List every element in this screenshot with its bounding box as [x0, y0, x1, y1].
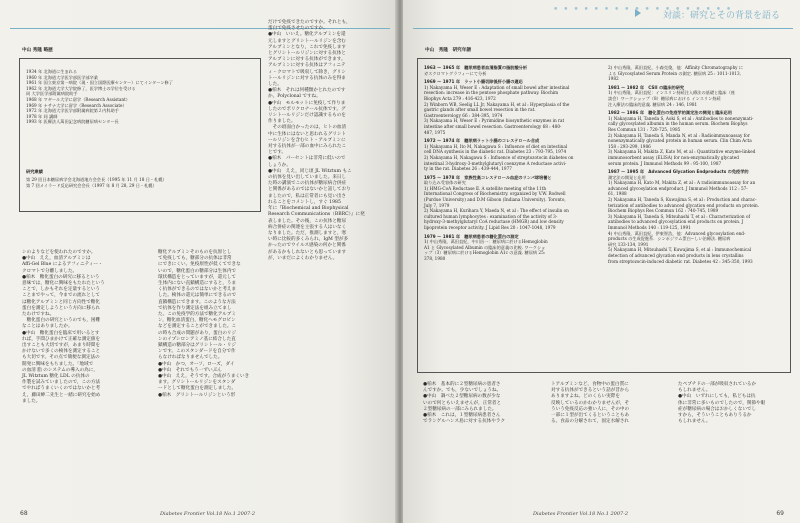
- text-line: ●柏木 これは，１型糖尿病患者さん: [423, 413, 501, 419]
- reference-line: Biochem Biophys Res Commun 162 : 740-745, 1989: [608, 208, 719, 214]
- reference-line: 1) Nakayama H, Taneda S, Aoki S, et al : Antibodies to nonenzymati-: [608, 115, 754, 121]
- text-line: た。この免疫学的方法で糖化アルブミ: [158, 312, 236, 318]
- text-line: ィ・クロマトで吸収して除き，グリシ: [268, 69, 346, 75]
- reference-line: immunosorbent assay (ELISA) for non-enzymatically glycated: [608, 154, 739, 160]
- text-line: ういう免疫反応の強い人に，その中の: [551, 406, 630, 412]
- reference-line: 2) Nakayama H, Taneda S, Manda N, et al : Radioimmunoassay for: [608, 132, 750, 138]
- text-line: とです。: [268, 150, 287, 156]
- reference-line: ガスクロマトグラフィーにて分析: [424, 70, 487, 76]
- text-line: る。食品の分解されて，固定水解され: [551, 419, 630, 425]
- reference-line: 4) 中山秀隆，萬田直紀，伊東智浩，他：Advanced glycosylation end-: [608, 230, 746, 236]
- reference-line: 5) Nakayama H, Mitsuhashi T, Kuwajima S, et al : Immunochemical: [608, 247, 752, 253]
- text-line: れることをコメントし，すぐ 1985: [268, 199, 341, 205]
- reference-line: 3) Nakayama H, Weser E : Pyrimidine biosynthetic enzymes in rat: [424, 118, 565, 124]
- reference-line: 2) Nakayama H, Taneda S, Kuwajima S, et al : Production and charac-: [608, 197, 757, 203]
- text-line: は糖化アルブミンと同じ方向性で糖化: [22, 299, 100, 305]
- chronology-entry: [608, 85, 759, 107]
- text-line: 同 大学医学部附属病院助手: [26, 91, 78, 97]
- text-line: でやればうまくいくのではないかと考: [22, 386, 101, 392]
- chronology-period-heading: 1982 〜 1986 年 糖化蛋白の免疫学的測定法の開発と臨床応用: [608, 110, 732, 116]
- reference-line: intestine after small bowel resection. Gastroenterology 68 : 480-: [424, 123, 562, 129]
- reference-line: 2) 中山秀隆，萬田直紀，小森克俊，他：Affinity Chromatography に: [608, 65, 744, 70]
- text-line: かったのでウイルス感染の何かと関係: [268, 243, 346, 249]
- chronology-entry: [608, 110, 759, 166]
- text-line: ●中山 ええ，そうです。合成がうまくいき: [158, 374, 250, 380]
- chronology-entry: [608, 65, 759, 82]
- text-line: 蛋白で免疫させたのですか。: [268, 26, 328, 32]
- text-line: の血清 脂 のシステムの導入の為に，: [22, 367, 98, 373]
- text-line: 反映しているのかわかりませんが，そ: [551, 400, 630, 406]
- text-line: の抗体を見い出していました。来日し: [268, 175, 347, 181]
- text-line: ●中山 糖化蛋白を臨床で用いるとす: [22, 330, 100, 336]
- text-line: で抗体を作り測定法を組み立てまし: [158, 305, 232, 311]
- text-line: ことまでやって，今までの流れとして: [22, 293, 101, 299]
- awards-title: 研究業績: [26, 169, 43, 174]
- text-line: 意味では，糖化に興味をもたれたという: [22, 281, 105, 287]
- text-line: ２型糖尿病の一部にみられました。: [423, 406, 497, 412]
- text-line: 表しました。その後，この抗体と糖尿: [268, 218, 347, 224]
- chronology-period-heading: 1963 〜 1965 年 糖尿病患者血清脂質の脂肪酸分析: [424, 65, 528, 70]
- text-line: ンのイプシロンアミノ基に結合した直: [158, 336, 236, 342]
- text-line: ●中山 かつ，オーソ，ローズ，ダイ: [158, 361, 235, 367]
- text-line: 1961 年 国立東京第一病院（現・国立国際医療センター）にてインターン修了: [26, 80, 173, 86]
- text-line: ン，糖化血清蛋白，糖化ヘモグロビン: [158, 318, 236, 324]
- chronology-entry: [424, 65, 573, 76]
- chronology-period-heading: 1987 〜 1995 年 Advanced Glycation Endproducts の免疫学的: [608, 169, 749, 175]
- reference-line: products の生成促進系．シンポジウム蛋白−しい治療法. 糖尿病: [608, 236, 731, 242]
- text-line: 1978 年 同 講師: [26, 113, 58, 119]
- bio-box: [19, 58, 261, 212]
- text-line: トアルブミンなど，食物中の蛋白質に: [551, 382, 629, 387]
- reference-line: gastric glands after small bowel resection in the rat.: [424, 107, 536, 113]
- text-line: て免疫しても，糖部分の抗体は非常: [158, 256, 232, 262]
- reference-line: advanced glycosylation endproduct. J Immunol Methods 112 : 57-: [608, 185, 748, 191]
- text-line: ●中山 モルモットに免疫して作りま: [268, 100, 346, 106]
- reference-line: 注入療法の臨床的意義. 糖尿病 24 : 146, 1981: [608, 101, 698, 107]
- text-line: とグリシトールリジンに対する抗体と: [268, 51, 346, 57]
- text-line: 1968 年 マギール大学に留学（Research Assistant）: [26, 96, 130, 102]
- reference-line: よる Glycosylated Serum Protein の測定. 糖尿病 25 : 1011-1013,: [608, 70, 741, 76]
- reference-line: (Purdue University) and D.M Gibson (Indiana University). Toronto,: [424, 197, 566, 203]
- bio-list: [26, 69, 173, 125]
- text-line: 中に生体にはないと思われるグリシト: [268, 131, 347, 137]
- text-line: 一部に１型が出てくるということもあ: [551, 413, 630, 419]
- reference-line: cultured human lymphocytes : examination of the activity of 3-: [424, 213, 558, 219]
- text-line: アルブミンに対する抗体ができます。: [268, 57, 346, 63]
- text-line: が，いまだによくわかりません。: [268, 255, 338, 261]
- text-line: ●柏木 糖化蛋白の研究に移るという: [22, 274, 100, 280]
- text-line: 糖化アルブミンそのものを抗原とし: [158, 250, 232, 255]
- text-line: もしれません。: [678, 419, 711, 425]
- bio-title: 中山 秀隆 略歴: [22, 48, 53, 53]
- text-line: ンです。このスタンダードを自分で作: [158, 349, 236, 355]
- text-line: 第 7 回メイラード反応研究会会長（1997 年 8 月 28, 29 日・札幌）: [26, 182, 157, 188]
- right-column-1: [423, 382, 505, 425]
- chronology-left-column: [424, 65, 573, 265]
- chronology-entry: [424, 138, 573, 172]
- text-line: も大切です。その点で簡便な測定法の: [22, 355, 100, 361]
- header-rule-right: [413, 28, 793, 29]
- reference-line: 談会）ワークショップ（8）糖尿病における インスリン持続: [608, 95, 721, 101]
- chronology-entry: [424, 234, 573, 262]
- text-line: もしれません。: [678, 388, 711, 394]
- text-line: なりました。ただ，推測しますと，寒: [268, 230, 347, 236]
- text-line: ●中山 調べた２型糖尿病の数が少な: [423, 394, 501, 400]
- chronology-period-heading: 1969 〜 1971 年 ラット小腸切除後肝小腸の適応: [424, 79, 523, 85]
- right-column-3: [678, 382, 765, 425]
- section-arrow-icon: [635, 9, 641, 17]
- reference-line: 1) HMG-CoA Reductase Ⅱ. A satellite meeting of the 11th: [424, 185, 547, 191]
- text-line: ●柏木 グリシトールリジンという形: [158, 392, 236, 398]
- text-line: Research Communications（BBRC）』に発: [268, 212, 365, 218]
- reference-line: antibodies to advanced glycosylation end products on protein. J: [608, 219, 744, 225]
- reference-line: International Congress of Biochemistry. organized by V.W. Rodwell: [424, 191, 566, 197]
- text-line: 1962 年 北海道大学大学院修了，医学博士の学位を受ける: [26, 85, 136, 91]
- text-line: シのよりなどを使われたのですか。: [22, 250, 96, 255]
- chronology-entry: [424, 79, 573, 135]
- text-line: ●中山 ええ，同じ頃 JL Witztum もこ: [268, 168, 352, 174]
- reference-line: 1) 中山秀隆，萬田直紀：インスリン持続注入療法の基礎と臨床（座: [608, 90, 735, 96]
- reference-line: Immunol Methods 140 : 119-125, 1991: [608, 225, 691, 231]
- reference-line: 1) 中山秀隆，萬田直紀，中川昌一：糖尿病に於けるHemoglobin: [424, 239, 548, 245]
- reference-line: 61, 1988: [608, 191, 627, 197]
- text-line: でランゲルハンス島に対する抗体やラク: [423, 419, 506, 425]
- reference-line: July 7, 1979: [424, 202, 450, 208]
- text-line: トールリジンに対する抗体のみを得ま: [268, 75, 346, 81]
- text-line: 病合併症の関連を主張する人はいなく: [268, 224, 347, 230]
- text-line: 対する抗体が一部の血中にみられたこ: [268, 144, 347, 150]
- text-line: なことはありましたか。: [22, 324, 73, 330]
- text-line: んですか。でも，少ないでしょうね。: [423, 388, 502, 394]
- reference-line: 1) Nakayama H, Ito M, Nakagawa S : Influence of diet on intestinal: [424, 143, 568, 149]
- reference-line: intestinal 3-hydroxy-3-methylglutaryl coenzyme A reductase activi-: [424, 160, 567, 166]
- reference-line: resection: increase in the pentose phosphate pathway. Biochim: [424, 90, 559, 96]
- reference-line: 2) Nakayama H, Nakagawa S : Influence of streptozotocin diabetes on: [424, 154, 574, 160]
- reference-line: 1982: [608, 76, 619, 82]
- page-number-right: 69: [776, 510, 784, 517]
- text-line: ありますよね。どのくらい実際を: [551, 394, 620, 400]
- text-line: などを測定することができました。こ: [158, 324, 237, 330]
- reference-line: 研究 133-134, 1991: [608, 241, 649, 247]
- text-line: 第 29 回日本糖尿病学会北海道地方会会長（1995 年 11 月 18 日・札幌）: [26, 177, 167, 182]
- chronology-period-heading: 1981 〜 1982 年 CSII の臨床的研究: [608, 84, 685, 90]
- text-line: の時も合成の問題があり，蛋白のリジ: [158, 330, 237, 336]
- text-line: 症が糖尿病の場合はおかしくないでし: [678, 406, 757, 412]
- left-column-3: [268, 20, 365, 262]
- text-line: たペプチドの一部が吸収されているか: [678, 382, 757, 387]
- text-line: らなければなりませんでした。: [158, 355, 223, 361]
- reference-line: 2) Nakayama H, Kurihara Y, Maeda N, et al : The effect of insulin on: [424, 208, 569, 214]
- text-line: クロマトで分離しました。: [22, 268, 78, 274]
- text-line: すから，そういうこともありうるか: [678, 413, 752, 419]
- reference-line: ップ（3）糖尿病に於けるHemoglobin A1c の意義. 糖尿病 25:: [424, 250, 546, 256]
- journal-footer-left: Diabetes Frontier Vol.18 No.1 2007-2: [160, 511, 256, 517]
- reference-line: Res Commun 131 : 720-725, 1985: [608, 126, 681, 132]
- text-line: ●柏木 パーセントは非常に低いので: [268, 156, 346, 162]
- text-line: たわけですね。: [22, 312, 55, 318]
- section-title: 対談：研究とその背景を語る: [662, 11, 780, 21]
- reference-line: 1) Nakayama H, Kato M, Makita Z, et al : A radioimmunoassay for an: [608, 180, 756, 186]
- text-line: 蛋白を測定しようという方向に移られ: [22, 305, 101, 311]
- text-line: 1934 年 北海道に生まれる: [26, 69, 78, 74]
- left-page: [0, 0, 397, 523]
- text-line: ●柏木 基本的に２型糖尿病の患者さ: [423, 382, 501, 387]
- text-line: ●中山 ええ，血清アルブミンは: [22, 256, 91, 262]
- text-line: 鎖構造の糖部分はグリシトール・リジ: [158, 343, 237, 349]
- text-line: 体に非常に多いものでしたので，関節や眼: [678, 400, 766, 406]
- text-line: しょうか。: [268, 162, 291, 168]
- text-line: ます。グリシトールリジンをスタンダ: [158, 380, 236, 386]
- journal-footer-right: Diabetes Frontier Vol.18 No.1 2007-2: [533, 511, 629, 517]
- text-line: いので何ともいえませんが，正常者と: [423, 400, 502, 406]
- reference-line: serum protein. J Immunol Methods 99 : 95-100, 1987: [608, 160, 722, 166]
- text-line: ●中山 いずれにしても，私どもは抗: [678, 394, 756, 400]
- reference-line: 測定法の開発と応用: [608, 174, 646, 180]
- text-line: ましたので，私は正常者にも見い出さ: [268, 193, 347, 199]
- chronology-entry: [424, 175, 573, 231]
- text-line: ールリジンを含むヒト・アルブミンに: [268, 137, 346, 143]
- text-line: か。Polyclonal ですね。: [268, 94, 321, 100]
- reference-line: 取り込み受容体の研究: [424, 180, 466, 186]
- text-line: 出すことも大切ですが，あまり時間を: [22, 343, 101, 349]
- chronology-right-column: [608, 65, 759, 267]
- reference-line: nonenzymatically glycated protein in human serum. Clin Chim Acta: [608, 138, 752, 144]
- reference-line: from streptozocin-induced diabetic rat. Diabetes 42 : 345-350, 1993: [608, 258, 753, 264]
- reference-line: 158 : 293-299, 1986: [608, 143, 651, 149]
- reference-line: Gastroenterology 66 : 384-395, 1974: [424, 112, 503, 118]
- reference-line: 487, 1975: [424, 129, 446, 135]
- text-line: ●中山 それでもう一ずいぶん: [158, 367, 222, 373]
- text-line: い時に比較的多くみられ，IgM 型が多: [268, 237, 349, 243]
- text-line: アルブミンに対する抗体はアフィニテ: [268, 63, 346, 69]
- text-line: 1969 年 ナサナ大学に留学（Research Associate）: [26, 102, 127, 108]
- reference-line: lipoprotein receptor activity. J Lipid Res 20 : 1047-1048, 1979: [424, 225, 556, 231]
- text-line: ●柏木 それは何種類かとれたのです: [268, 88, 346, 94]
- reference-line: Biophys Acta 279 : 416-423, 1972: [424, 95, 496, 101]
- chronology-period-heading: 1975 〜 1978 年 家族性高コレステロール血症のリンパ球培養と: [424, 174, 552, 180]
- dot-ornament: • • • • • • • • • • • • • • • • • •: [553, 5, 733, 15]
- reference-line: 3) Nakayama H, Taneda S, Mitsuhashi T, et al : Characterization of: [608, 213, 751, 219]
- text-line: た時の講演でこの抗体が糖尿病合併症: [268, 181, 347, 187]
- reference-line: 378, 1980: [424, 256, 446, 261]
- chronology-period-heading: 1979 〜 1981 年 糖尿病患者の糖化蛋白の測定: [424, 233, 519, 239]
- text-line: したのでポリクロナール抗体です。グ: [268, 106, 346, 112]
- chronology-period-heading: 1972 〜 1974 年 糖尿病ラット小腸のコレステロール合成: [424, 138, 540, 144]
- text-line: した。検体の還元は簡単にできるので: [158, 293, 237, 299]
- text-line: 1972 年 北海道大学医学部附属病院第２内科助手: [26, 108, 119, 114]
- text-line: 直鎖構造にできます。このような方法: [158, 299, 236, 305]
- text-line: 生体内にない直鎖構造にすると，うま: [158, 281, 237, 287]
- text-line: 対する抗体ができるという話が昔から: [551, 388, 630, 394]
- text-line: と関係があるのではないかと話しており: [268, 187, 351, 193]
- text-line: にできにくい。免疫原性が低くてできな: [158, 262, 241, 268]
- reference-line: terization of antibodies to advanced glycation end products on protein.: [608, 202, 760, 208]
- text-line: く抗体ができるのではないかと考えま: [158, 287, 237, 293]
- reference-line: A1 と Glycosylated Albumin の臨床的意義の比較. ワークショ: [424, 244, 546, 250]
- text-line: かけないで多くの検体を測定すること: [22, 349, 101, 355]
- chronology-title: 中山 秀隆 研究年譜: [425, 48, 471, 53]
- left-column-2: [158, 250, 249, 399]
- text-line: 1993 年 医療法人萬田記念病院糖尿病センター長: [26, 119, 119, 125]
- text-line: ことで，しかもそれを定量するという: [22, 287, 101, 293]
- text-line: 開発に興味をもちました。「地域で: [22, 361, 94, 367]
- reference-line: 3) Nakayama H, Makita Z, Kato M, et al : Quantitative enzyme-linked: [608, 149, 756, 155]
- text-line: リシトールリジンだけ認識するものを: [268, 113, 346, 119]
- page-number-left: 68: [20, 510, 28, 517]
- text-line: え，藤田紳二先生と一緒に研究を始め: [22, 392, 101, 398]
- text-line: 糖化蛋白の研究というのでも，困難: [22, 318, 101, 324]
- reference-line: 2) Winborn WB, Seelig LL Jr, Nakayama H, et al : Hyperplasia of the: [424, 101, 570, 107]
- text-line: 作りました。: [268, 119, 296, 125]
- text-line: ●中山 いいえ。糖化アルブミンを還: [268, 32, 346, 38]
- awards-list: [26, 177, 167, 188]
- text-line: ードとして糖化蛋白を測定しました。: [158, 386, 237, 392]
- text-line: 1960 年 北海道大学医学部医学部卒業: [26, 74, 98, 80]
- reference-line: cell DNA synthesis in the diabetic rat. Diabetes 23 : 793-795, 1974: [424, 149, 567, 155]
- text-line: 作製を試みていましたので，この方法: [22, 380, 101, 386]
- chronology-entry: [608, 169, 759, 264]
- text-line: だけで免疫できたのですか。それとも，: [268, 20, 351, 25]
- text-line: Affi-Gel Blue によるアフィニティー・: [22, 262, 103, 268]
- text-line: いので，糖化蛋白の糖部分は生体内で: [158, 268, 237, 274]
- chronology-box: [417, 58, 791, 373]
- reference-line: ty in the rat. Diabetes 26 : 439-444, 1977: [424, 166, 512, 172]
- reference-line: detection of advanced glycation end products in lens crystallins: [608, 253, 744, 258]
- left-column-1: [22, 250, 105, 405]
- text-line: 環状構造をとっていますが，還元して: [158, 274, 237, 280]
- text-line: れば，手間ひまかけて正確な測定値を: [22, 336, 101, 342]
- text-line: アルブミンとなり，これで免疫します: [268, 44, 346, 50]
- text-line: ました。: [22, 398, 41, 404]
- text-line: JL Witztum 糖化 LDL の抗体の: [22, 374, 90, 380]
- right-page: [403, 0, 800, 523]
- reference-line: hydroxy-3-methylglutaryl CoA reductase (HMGR) and low density: [424, 219, 564, 225]
- right-column-2: [551, 382, 629, 425]
- text-line: 年に『Biochemical and Biophysical: [268, 206, 349, 212]
- text-line: その頃面白かったのは，ヒトの血清: [268, 125, 347, 131]
- text-line: があるかもしれないとも思っています: [268, 249, 347, 255]
- text-line: した。: [268, 82, 282, 88]
- reference-line: cally glycosylated albumin in the human serum. Biochem Biophys: [608, 121, 748, 127]
- reference-line: 1) Nakayama H, Weser E : Adaptation of small bowel after intestinal: [424, 84, 570, 90]
- text-line: 元しますとグリシトールリジンを含む: [268, 38, 346, 44]
